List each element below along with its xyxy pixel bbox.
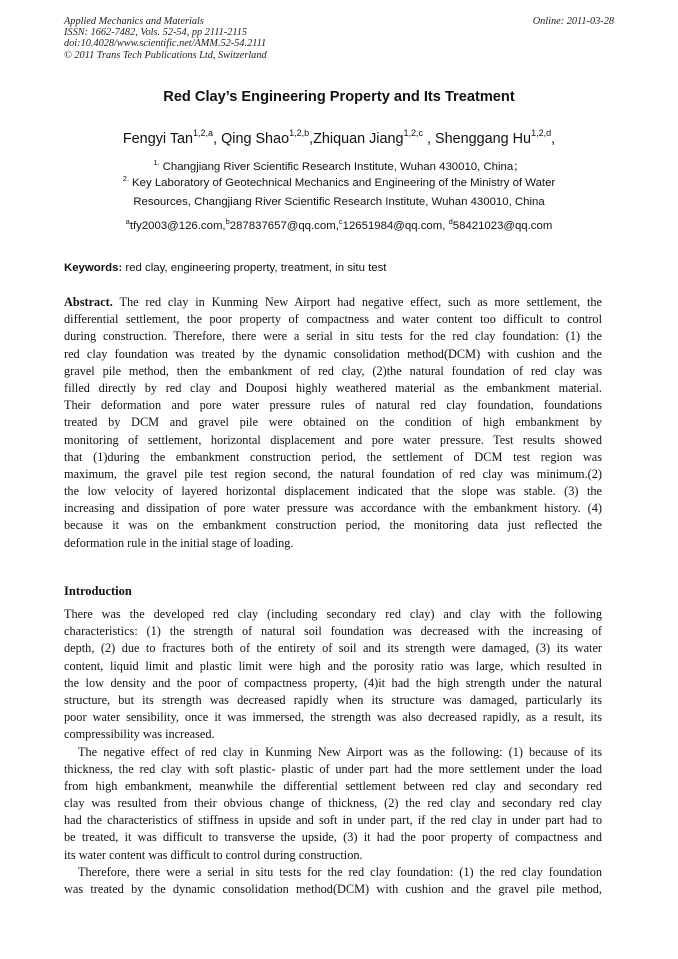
email-address: 12651984@qq.com, — [342, 220, 449, 232]
abstract-line: gravel pile method, then the embankment of red clay, (2)the natural foundation of red clay was — [64, 363, 602, 378]
paragraph-line: content, liquid limit and plastic limit were high and the porosity ratio was large, which resulted in — [64, 658, 602, 673]
paragraph-line: compressibility was increased. — [64, 727, 215, 742]
abstract-label: Abstract. — [64, 295, 113, 309]
introduction-body — [64, 606, 602, 898]
author-name: Fengyi Tan — [122, 131, 194, 147]
keywords — [64, 262, 386, 274]
abstract-line: during construction. Therefore, there were a serial in situ tests for the red clay foundation: (1) the — [64, 329, 602, 344]
abstract-line: because it was on the embankment construction period, the monitoring data just reflected the — [64, 518, 602, 533]
paragraph-line: characteristics: (1) the strength of natural soil foundation was decreased with the increasing of — [64, 624, 602, 639]
email-address: tfy2003@126.com, — [129, 220, 226, 232]
author-superscript: 1,2,b — [289, 128, 310, 138]
journal-header — [64, 16, 267, 61]
paragraph-line: was treated by the dynamic consolidation method(DCM) with cushion and the gravel pile method, — [64, 882, 602, 896]
abstract-line: red clay foundation was treated by the dynamic consolidation method(DCM) with cushion and the — [64, 346, 602, 361]
author-separator: , — [309, 131, 314, 147]
email-list — [0, 217, 678, 232]
email-address: 58421023@qq.com — [452, 220, 553, 232]
abstract-line: the low velocity of layered horizontal displacement indicated that the slope was stable. (3) the — [64, 484, 602, 499]
paragraph-line: The negative effect of red clay in Kunming New Airport was as the following: (1) because of its — [78, 744, 602, 759]
author-list — [0, 128, 678, 147]
paragraph-line: Therefore, there were a serial in situ tests for the red clay foundation: (1) the red clay foundation — [78, 864, 602, 879]
paragraph-line: clay was resulted from their obvious change of thickness, (2) the red clay and secondary red clay — [64, 796, 602, 811]
author-name: Zhiquan Jiang — [313, 131, 404, 147]
abstract-line: Their deformation and pore water pressure rules of natural red clay foundation, foundations — [64, 398, 602, 413]
journal-doi: doi:10.4028/www.scientific.net/AMM.52-54.2111 — [64, 38, 267, 50]
affiliation-mark: 1. — [153, 158, 160, 167]
journal-name: Applied Mechanics and Materials — [64, 16, 204, 27]
paragraph-line: depth, (2) due to fractures both of the entirety of soil and its strength were damaged, (3) its water — [64, 641, 602, 656]
paragraph-line: structure, but its strength was decreased rapidly when its structure was damaged, particularly its — [64, 692, 602, 707]
author-separator: , — [423, 131, 436, 147]
abstract-line: deformation rule in the initial stage of loading. — [64, 535, 294, 550]
paragraph-line: from high embankment, meanwhile the differential settlement between red clay and secondary red — [64, 778, 602, 793]
paragraph-line: be treated, it was difficult to transverse the upside, (3) it had the poor property of compactness and — [64, 830, 602, 845]
abstract-line: increasing and dissipation of pore water pressure was accordance with the embankment history. (4) — [64, 501, 602, 516]
paper-title: Red Clay’s Engineering Property and Its Treatment — [163, 89, 515, 105]
author-name: Shenggang Hu — [435, 131, 532, 147]
paragraph-line: had the characteristics of stiffness in upside and soft in under part, if the red clay in under part had to — [64, 813, 602, 828]
author-separator: , — [213, 131, 222, 147]
affiliation-1 — [0, 158, 678, 174]
abstract-line: Abstract. The red clay in Kunming New Airport had negative effect, such as more settlement, the — [64, 295, 602, 309]
author-separator: , — [551, 131, 556, 147]
author-superscript: 1,2,a — [193, 128, 214, 138]
journal-issn: ISSN: 1662-7482, Vols. 52-54, pp 2111-2115 — [64, 27, 248, 39]
affiliation-2-cont: Resources, Changjiang River Scientific Research Institute, Wuhan 430010, China — [133, 196, 545, 208]
paragraph-line: poor water sensibility, once it was immersed, the strength was also decreased rapidly, as a result, its — [64, 710, 602, 725]
paragraph-line: thickness, the red clay with soft plastic- plastic of under part had the more settlement under the load — [64, 761, 602, 776]
abstract-line: treated by DCM and gravel pile were obtained on the condition of high embankment by — [64, 415, 602, 430]
abstract — [64, 294, 602, 552]
abstract-line: maximum, the gravel pile test region second, the natural foundation of red clay was minimum.(2) — [64, 466, 602, 481]
affiliation-text: Changjiang River Scientific Research Institute, Wuhan 430010, China； — [162, 161, 525, 173]
email-mark: a — [125, 217, 130, 226]
paragraph-line: There was the developed red clay (including secondary red clay) and clay with the following — [64, 607, 602, 621]
author-name: Qing Shao — [221, 131, 290, 147]
affiliation-mark: 2. — [122, 174, 130, 183]
author-superscript: 1,2,d — [531, 128, 552, 138]
paragraph-line: the low density and the poor of compactness property, (4)it had the high strength under the natural — [64, 675, 602, 690]
affiliation-text: Key Laboratory of Geotechnical Mechanics and Engineering of the Ministry of Water — [132, 177, 556, 189]
paragraph-line: its water content was difficult to control during construction. — [64, 847, 363, 862]
online-date: Online: 2011-03-28 — [532, 16, 614, 27]
keywords-label: Keywords: — [64, 262, 123, 274]
section-heading-introduction: Introduction — [64, 584, 132, 598]
journal-copyright: © 2011 Trans Tech Publications Ltd, Switzerland — [64, 49, 267, 61]
email-mark: c — [338, 217, 343, 226]
abstract-line: that (1)during the embankment construction period, the settlement of DCM test region was — [64, 449, 602, 464]
author-superscript: 1,2,c — [403, 128, 424, 138]
email-address: 287837657@qq.com, — [229, 220, 339, 232]
abstract-line: differential settlement, the poor property of compactness and water content too difficult to control — [64, 312, 602, 327]
email-mark: b — [225, 217, 230, 226]
abstract-line: monitoring of settlement, horizontal displacement and pore water pressure. Test results showed — [64, 432, 602, 447]
email-mark: d — [448, 217, 453, 226]
keywords-text: red clay, engineering property, treatment, in situ test — [122, 262, 387, 274]
abstract-line: filled directly by red clay and Douposi highly weathered material as the embankment material. — [64, 380, 602, 395]
affiliation-2 — [0, 174, 678, 189]
